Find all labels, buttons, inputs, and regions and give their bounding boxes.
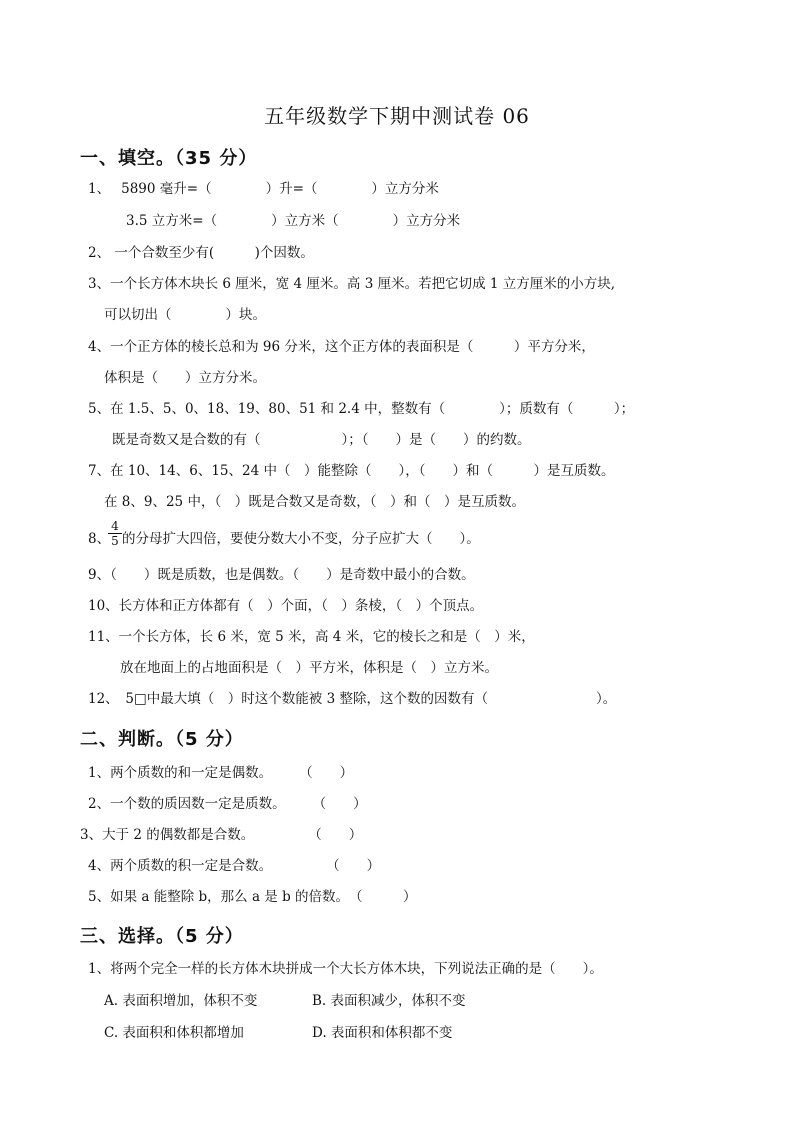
page-title: 五年级数学下期中测试卷 06 <box>264 104 530 128</box>
judge-2: 2、一个数的质因数一定是质数。 （ ） <box>88 796 367 812</box>
section-fill-in: 一、填空。（35 分） <box>80 148 258 169</box>
judge-5: 5、如果 a 能整除 b，那么 a 是 b 的倍数。 （ ） <box>88 889 417 905</box>
question-3b: 可以切出（ ）块。 <box>104 307 266 323</box>
question-8 <box>88 530 480 548</box>
question-8-text: 的分母扩大四倍，要使分数大小不变，分子应扩大（ ）。 <box>122 531 480 547</box>
choice-option-b: B. 表面积减少，体积不变 <box>312 993 466 1009</box>
choice-option-d: D. 表面积和体积都不变 <box>312 1025 453 1041</box>
question-4a: 4、一个正方体的棱长总和为 96 分米，这个正方体的表面积是（ ）平方分米， <box>88 339 595 355</box>
question-11b: 放在地面上的占地面积是（ ）平方米，体积是（ ）立方米。 <box>120 660 498 676</box>
judge-1: 1、两个质数的和一定是偶数。 （ ） <box>88 765 354 781</box>
question-8-label: 8、 <box>88 531 111 547</box>
question-7a: 7、在 10、14、6、15、24 中（ ）能整除（ ），（ ）和（ ）是互质数。 <box>88 463 615 479</box>
fraction-denominator: 5 <box>111 534 119 548</box>
question-3a: 3、一个长方体木块长 6 厘米，宽 4 厘米。高 3 厘米。若把它切成 1 立方厘米的小方块, <box>88 276 616 292</box>
fraction-four-fifths <box>108 519 122 548</box>
question-11a: 11、一个长方体，长 6 米，宽 5 米，高 4 米，它的棱长之和是（ ）米， <box>88 629 535 645</box>
question-9: 9、（ ）既是质数，也是偶数。（ ）是奇数中最小的合数。 <box>88 567 475 583</box>
choice-option-c: C. 表面积和体积都增加 <box>104 1025 244 1041</box>
question-4b: 体积是（ ）立方分米。 <box>104 370 266 386</box>
question-2: 2、 一个合数至少有( )个因数。 <box>88 245 314 261</box>
question-1a: 1、 5890 毫升=（ ）升=（ ）立方分米 <box>88 181 439 197</box>
judge-3: 3、大于 2 的偶数都是合数。 （ ） <box>80 827 363 843</box>
question-5b: 既是奇数又是合数的有（ ）；（ ）是（ ）的约数。 <box>112 432 531 448</box>
question-1b: 3.5 立方米=（ ）立方米（ ）立方分米 <box>126 213 461 229</box>
question-5a: 5、在 1.5、5、0、18、19、80、51 和 2.4 中，整数有（ ）；质数有（ ）； <box>88 401 635 417</box>
question-10: 10、长方体和正方体都有（ ）个面，（ ）条棱，（ ）个顶点。 <box>88 598 484 614</box>
question-12: 12、 5□中最大填（ ）时这个数能被 3 整除，这个数的因数有（ ）。 <box>88 691 617 707</box>
section-true-false: 二、判断。（5 分） <box>80 729 244 750</box>
choice-1: 1、将两个完全一样的长方体木块拼成一个大长方体木块，下列说法正确的是（ ）。 <box>88 961 603 977</box>
question-7b: 在 8、9、25 中，（ ）既是合数又是奇数，（ ）和（ ）是互质数。 <box>104 494 525 510</box>
section-multiple-choice: 三、选择。（5 分） <box>80 926 244 947</box>
choice-option-a: A. 表面积增加，体积不变 <box>104 993 258 1009</box>
fraction-numerator: 4 <box>108 519 122 534</box>
judge-4: 4、两个质数的积一定是合数。 （ ） <box>88 858 381 874</box>
